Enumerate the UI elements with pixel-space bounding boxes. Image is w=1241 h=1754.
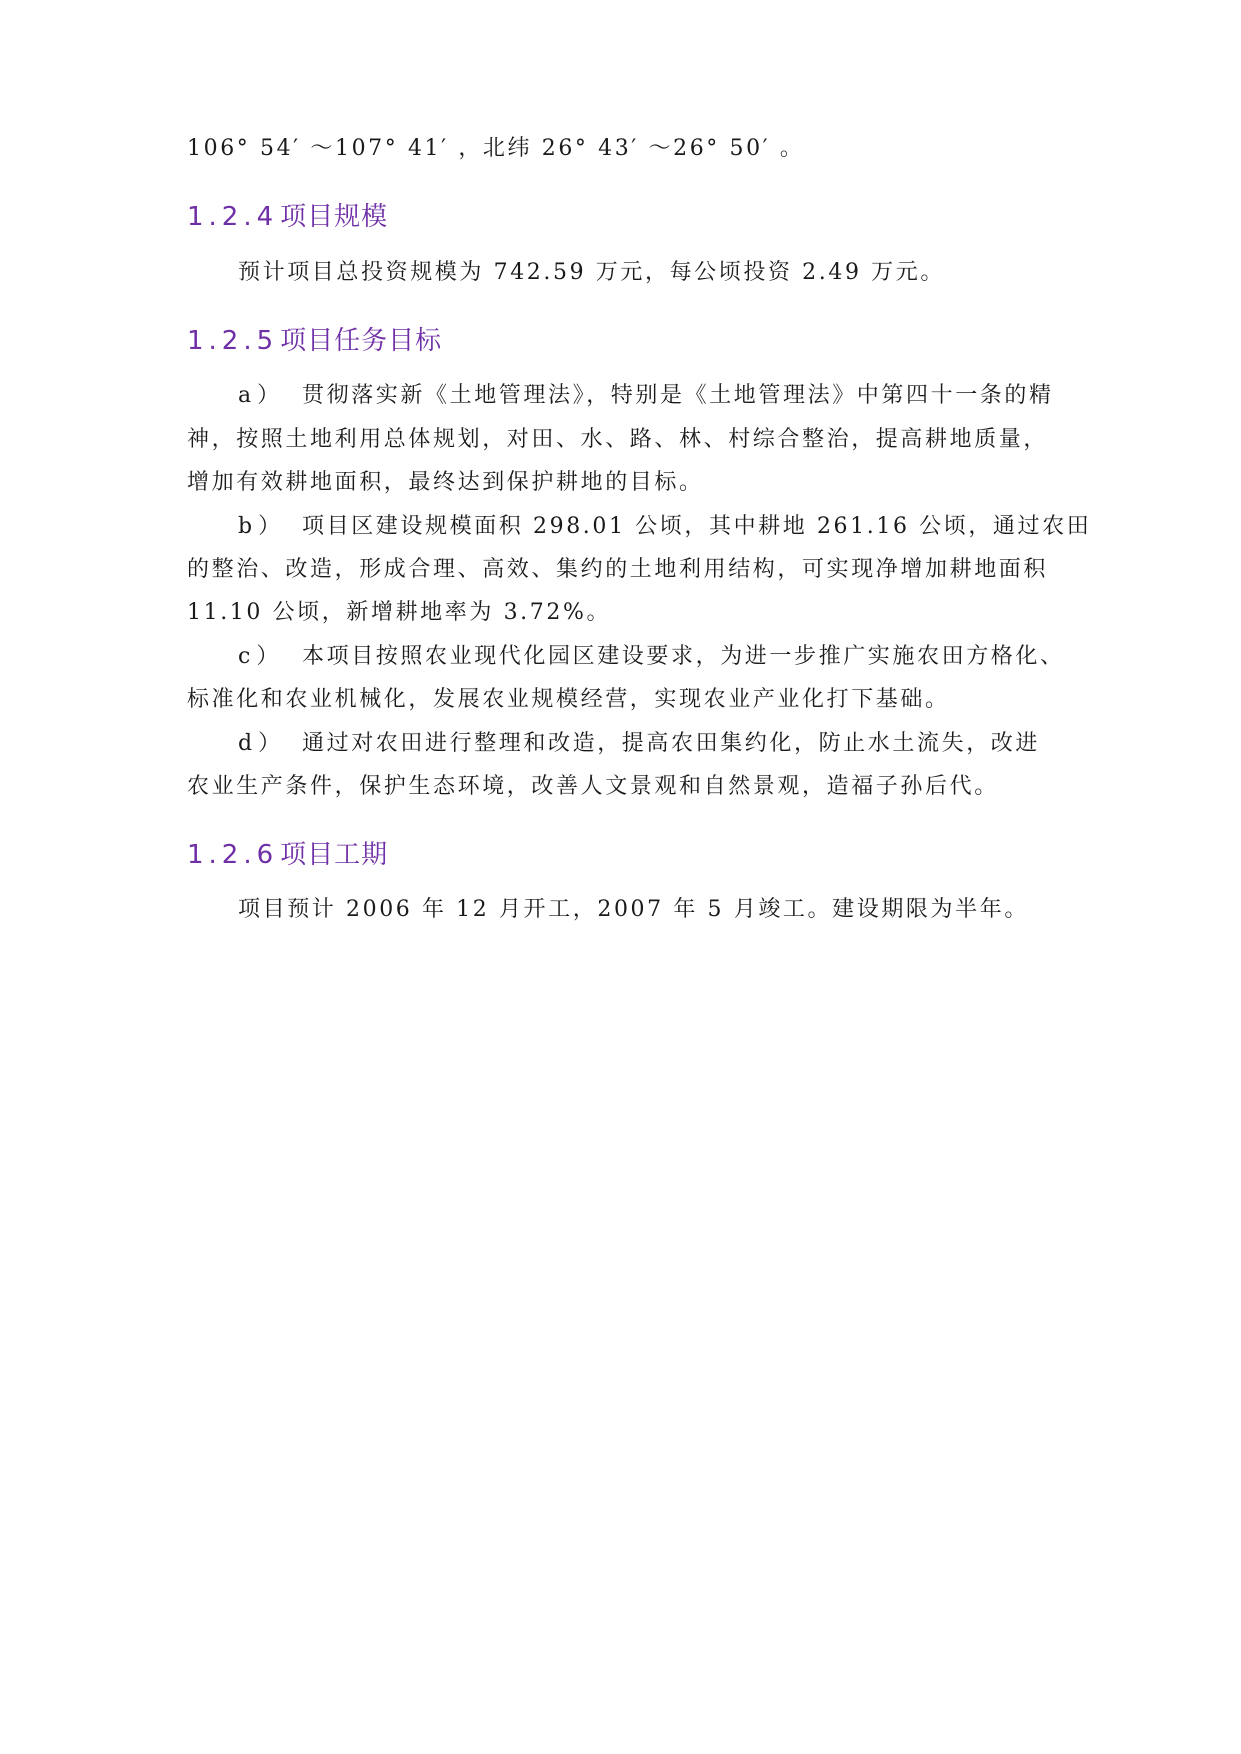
list-item-a-line-2: 神，按照土地利用总体规划，对田、水、路、林、村综合整治，提高耕地质量，	[187, 427, 1049, 452]
item-text: 贯彻落实新《土地管理法》，特别是《土地管理法》中第四十一条的精	[302, 383, 1054, 408]
list-item-b-line-2: 的整治、改造，形成合理、高效、集约的土地利用结构，可实现净增加耕地面积	[187, 557, 1049, 582]
section-title: 项目规模	[280, 202, 389, 232]
section-number: 1.2.5	[187, 326, 279, 356]
section-heading-1-2-5	[187, 324, 442, 358]
section-number: 1.2.4	[187, 202, 279, 232]
section-number: 1.2.6	[187, 840, 279, 870]
scale-paragraph: 预计项目总投资规模为 742.59 万元，每公顷投资 2.49 万元。	[238, 260, 945, 285]
coordinates-line: 106° 54′ ～107° 41′ ，北纬 26° 43′ ～26° 50′ 。	[187, 136, 805, 161]
list-item-a-line-1	[238, 381, 1057, 411]
item-label: c）	[238, 644, 285, 669]
list-item-d-line-1	[238, 729, 1057, 759]
item-label: a）	[238, 383, 286, 408]
item-text: 本项目按照农业现代化园区建设要求，为进一步推广实施农田方格化、	[302, 644, 1065, 669]
schedule-paragraph: 项目预计 2006 年 12 月开工，2007 年 5 月竣工。建设期限为半年。	[238, 897, 1029, 922]
item-text: 项目区建设规模面积 298.01 公顷，其中耕地 261.16 公顷，通过农田	[302, 514, 1092, 539]
section-heading-1-2-6	[187, 838, 388, 872]
item-label: b）	[238, 514, 287, 539]
list-item-b-line-1	[238, 512, 1092, 542]
section-title: 项目任务目标	[280, 326, 443, 356]
section-heading-1-2-4	[187, 200, 388, 234]
item-text: 通过对农田进行整理和改造，提高农田集约化，防止水土流失，改进	[302, 731, 1041, 756]
item-label: d）	[238, 731, 287, 756]
list-item-c-line-2: 标准化和农业机械化，发展农业规模经营，实现农业产业化打下基础。	[187, 687, 950, 712]
list-item-a-line-3: 增加有效耕地面积，最终达到保护耕地的目标。	[187, 470, 704, 495]
list-item-b-line-3: 11.10 公顷，新增耕地率为 3.72%。	[187, 600, 612, 625]
list-item-c-line-1	[238, 642, 1065, 672]
section-title: 项目工期	[280, 840, 389, 870]
list-item-d-line-2: 农业生产条件，保护生态环境，改善人文景观和自然景观，造福子孙后代。	[187, 774, 999, 799]
